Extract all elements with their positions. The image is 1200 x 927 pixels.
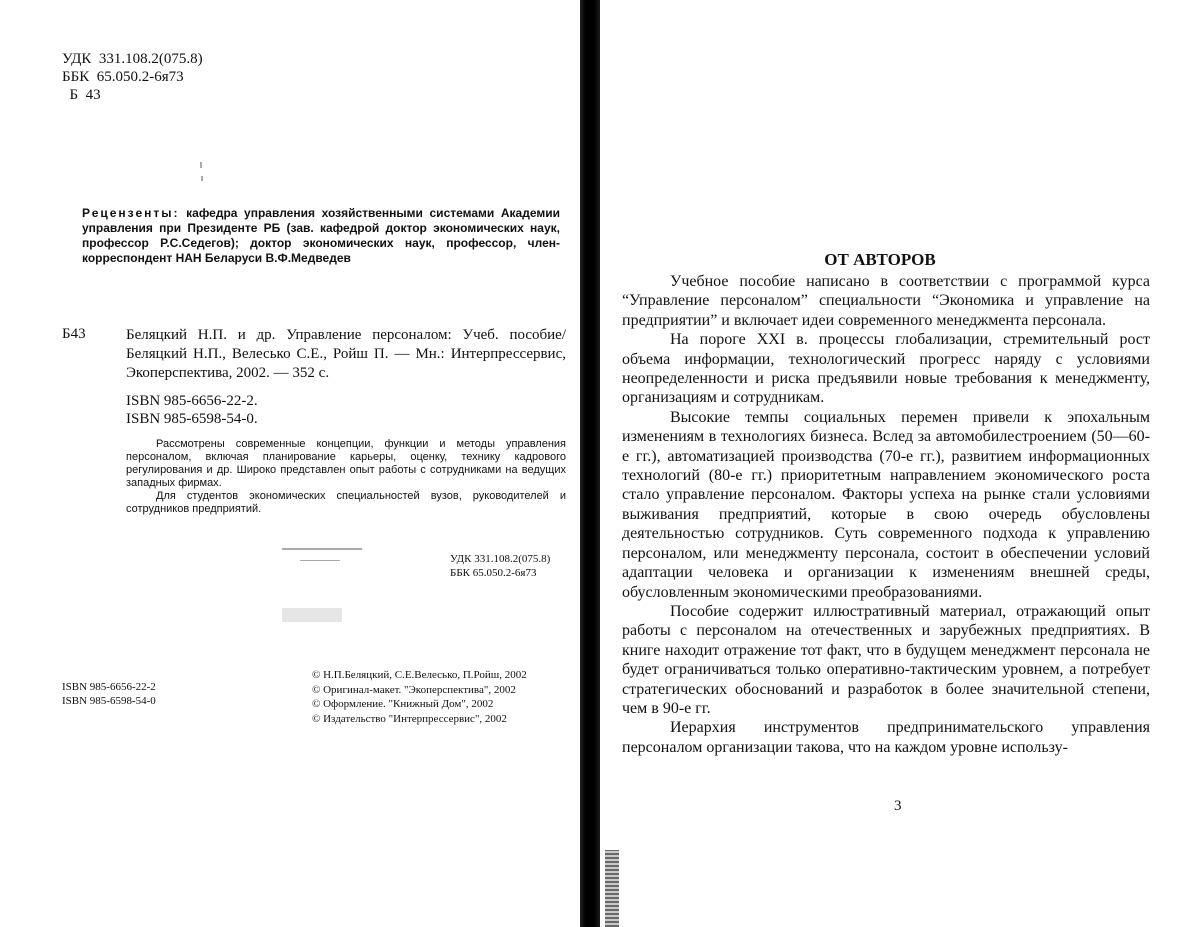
- left-page: [0, 0, 580, 927]
- scan-dot: [201, 176, 203, 181]
- isbn-line: ISBN 985-6598-54-0: [62, 695, 156, 707]
- udk-line: УДК 331.108.2(075.8): [62, 51, 203, 67]
- body-paragraph: Иерархия инструментов предпринимательского управления персоналом организации такова, что на каждом уровне использу-: [622, 719, 1150, 756]
- body-paragraph: Учебное пособие написано в соответствии с программой курса “Управление персоналом” специальности “Экономика и управление на предприятии” и включает идеи современного менеджмента персонала.: [622, 273, 1150, 329]
- copyright-block: [312, 668, 527, 726]
- udk-header: [62, 50, 203, 104]
- isbn-line: ISBN 985-6656-22-2.: [126, 393, 258, 409]
- section-body: [622, 272, 1150, 757]
- scan-smudge: [300, 560, 340, 561]
- author-sign: Б 43: [62, 87, 101, 103]
- right-page: [600, 0, 1200, 927]
- copyright-line: © Н.П.Беляцкий, С.Е.Велесько, П.Ройш, 2002: [312, 669, 527, 681]
- page-number: 3: [894, 798, 902, 814]
- copyright-line: © Оригинал-макет. "Экоперспектива", 2002: [312, 683, 516, 696]
- isbn-list: [126, 392, 258, 428]
- udk-line: УДК 331.108.2(075.8): [450, 553, 551, 565]
- isbn-line: ISBN 985-6598-54-0.: [126, 411, 258, 427]
- section-title: ОТ АВТОРОВ: [824, 250, 936, 269]
- copyright-line: © Издательство "Интерпрессервис", 2002: [312, 712, 507, 725]
- annotation-paragraph: Для студентов экономических специальностей вузов, руководителей и сотрудников предприятий.: [126, 490, 566, 515]
- body-paragraph: Высокие темпы социальных перемен привели к эпохальным изменениям в технологиях бизнеса. Вслед за автомобилестроением (50—60-е гг.), автоматизацией производства (70-е гг.), развитием информационных технологий (80-е гг.) приоритетным направлением экономического роста стало управление персоналом. Факторы успеха на рынке стали условиями выживания предприятий, которые в свою очередь обусловлены деятельностью сотрудников. Суть современного подхода к управлению персоналом, или менеджменту персонала, состоит в обеспечении условий адаптации человека и организации к изменениям внешней среды, обусловленным экономическими преобразованиями.: [622, 408, 1150, 601]
- reviewers-label: Рецензенты:: [82, 206, 180, 220]
- catalog-code: Б43: [62, 326, 86, 342]
- udk-small: [450, 552, 550, 580]
- isbn-bottom: [62, 680, 156, 708]
- isbn-line: ISBN 985-6656-22-2: [62, 681, 156, 693]
- reviewers-block: [82, 206, 560, 266]
- bibliographic-record: Беляцкий Н.П. и др. Управление персоналом: Учеб. пособие/Беляцкий Н.П., Велесько С.Е., Ройш П. — Мн.: Интерпрессервис, Экоперспектива, 2002. — 352 с.: [126, 327, 566, 381]
- bbk-line: ББК 65.050.2-6я73: [450, 567, 537, 579]
- annotation: [126, 438, 566, 516]
- bbk-line: ББК 65.050.2-6я73: [62, 69, 184, 85]
- scan-dot: [200, 162, 202, 168]
- scan-edge: [605, 850, 619, 927]
- reviewers-text: кафедра управления хозяйственными системами Академии управления при Президенте РБ (зав. кафедрой доктор экономических наук, профессор Р.С.Седегов); доктор экономических наук, профессор, член-корреспондент НАН Беларуси В.Ф.Медведев: [82, 206, 560, 265]
- scan-smudge: [282, 548, 362, 550]
- copyright-line: © Оформление. "Книжный Дом", 2002: [312, 698, 494, 710]
- body-paragraph: Пособие содержит иллюстративный материал, отражающий опыт работы с персоналом на отечественных и зарубежных предприятиях. В книге находит отражение тот факт, что в будущем менеджмент персонала не будет ограничиваться только оперативно-тактическим уровнем, а потребует стратегических обоснований и разработок в более значительной степени, чем в 90-е гг.: [622, 602, 1150, 717]
- annotation-paragraph: Рассмотрены современные концепции, функции и методы управления персоналом, включая планирование карьеры, оценку, технику кадрового регулирования и др. Широко представлен опыт работы с сотрудниками на ведущих западных фирмах.: [126, 438, 566, 489]
- body-paragraph: На пороге XXI в. процессы глобализации, стремительный рост объема информации, технологический прогресс наряду с условиями неопределенности и риска предъявили новые требования к менеджменту, организациям и сотрудникам.: [622, 331, 1150, 407]
- scan-smudge: [282, 608, 342, 622]
- book-spine: [580, 0, 600, 927]
